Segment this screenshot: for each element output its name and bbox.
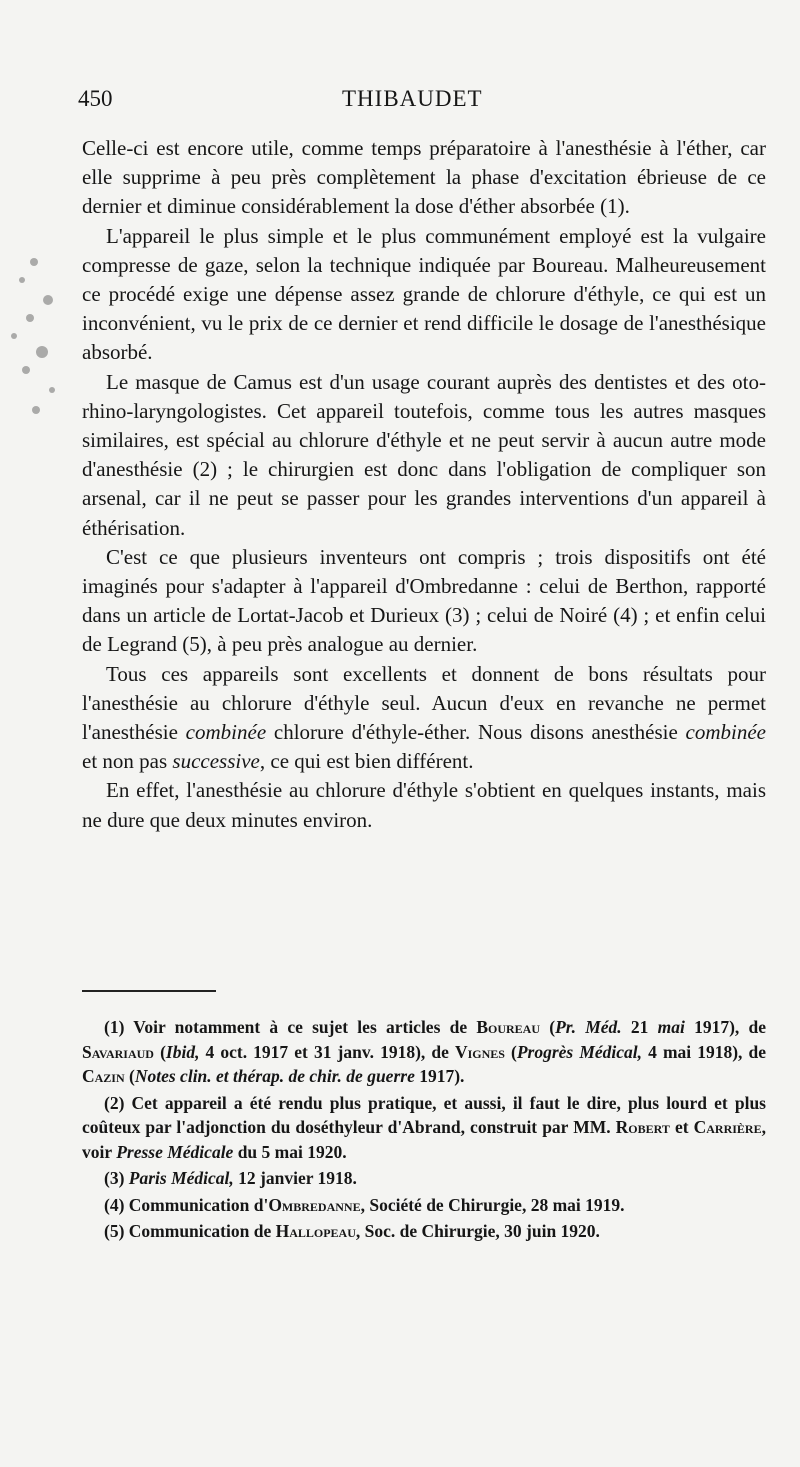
main-text — [82, 134, 766, 835]
text-run: et non pas — [82, 749, 173, 774]
paragraph: Celle-ci est encore utile, comme temps préparatoire à l'anesthésie à l'éther, car elle supprime à peu près complètement la phase d'excitation ébrieuse de ce dernier et diminue considérablement la dose d'éther absorbée (1). — [82, 136, 766, 219]
footnote-3: (3) Paris Médical, 12 janvier 1918. — [104, 1168, 357, 1188]
footnote-separator — [82, 990, 216, 992]
footnote-2: (2) Cet appareil a été rendu plus pratique, et aussi, il faut le dire, plus lourd et plus coûteux par l'adjonction du doséthyleur d'Abrand, construit par MM. Robert et Carrière, voir Presse Médicale du 5 mai 1920. — [82, 1092, 766, 1162]
text-run: , ce qui est bien différent. — [259, 749, 474, 774]
italic-run: successive — [172, 749, 260, 774]
footnotes — [82, 1015, 766, 1246]
footnote-5: (5) Communication de Hallopeau, Soc. de Chirurgie, 30 juin 1920. — [104, 1221, 600, 1241]
paragraph: Le masque de Camus est d'un usage courant auprès des dentistes et des oto-rhino-laryngologistes. Cet appareil toutefois, comme tous les autres masques similaires, est spécial au chlorure d'éthyle et ne peut servir à aucun autre mode d'anesthésie (2) ; le chirurgien est donc dans l'obligation de compliquer son arsenal, car il ne peut se passer pour les grandes interventions d'un appareil à éthérisation. — [82, 369, 766, 540]
paragraph: En effet, l'anesthésie au chlorure d'éthyle s'obtient en quelques instants, mais ne dure que deux minutes environ. — [82, 778, 766, 832]
print-smudge — [0, 240, 70, 440]
paragraph: C'est ce que plusieurs inventeurs ont compris ; trois dispositifs ont été imaginés pour s'adapter à l'appareil d'Ombredanne : celui de Berthon, rapporté dans un article de Lortat-Jacob et Durieux (3) ; celui de Noiré (4) ; et enfin celui de Legrand (5), à peu près analogue au dernier. — [82, 544, 766, 657]
text-run: chlorure d'éthyle-éther. Nous disons anesthésie — [266, 720, 686, 745]
italic-run: combinée — [185, 720, 267, 745]
footnote-1: (1) Voir notamment à ce sujet les articles de Boureau (Pr. Méd. 21 mai 1917), de Savariaud (Ibid, 4 oct. 1917 et 31 janv. 1918), de Vignes (Progrès Médical, 4 mai 1918), de Cazin (Notes clin. et thérap. de chir. de guerre 1917). — [82, 1017, 767, 1086]
footnote-4: (4) Communication d'Ombredanne, Société de Chirurgie, 28 mai 1919. — [104, 1194, 625, 1215]
paragraph — [82, 660, 766, 777]
running-title: THIBAUDET — [342, 86, 483, 111]
italic-run: combinée — [685, 720, 766, 745]
paragraph: L'appareil le plus simple et le plus communément employé est la vulgaire compresse de gaze, selon la technique indiquée par Boureau. Malheureusement ce procédé exige une dépense assez grande de chlorure d'éthyle, ce qui est un inconvénient, vu le prix de ce dernier et rend difficile le dosage de l'anesthésique absorbé. — [82, 223, 766, 365]
page-header — [78, 86, 768, 116]
text-run: Tous ces appareils sont excellents et donnent de bons résultats pour l'anesthésie au chlorure d'éthyle seul. Aucun d'eux en revanche ne permet l'anesthésie — [82, 661, 766, 745]
page-number: 450 — [78, 86, 113, 111]
